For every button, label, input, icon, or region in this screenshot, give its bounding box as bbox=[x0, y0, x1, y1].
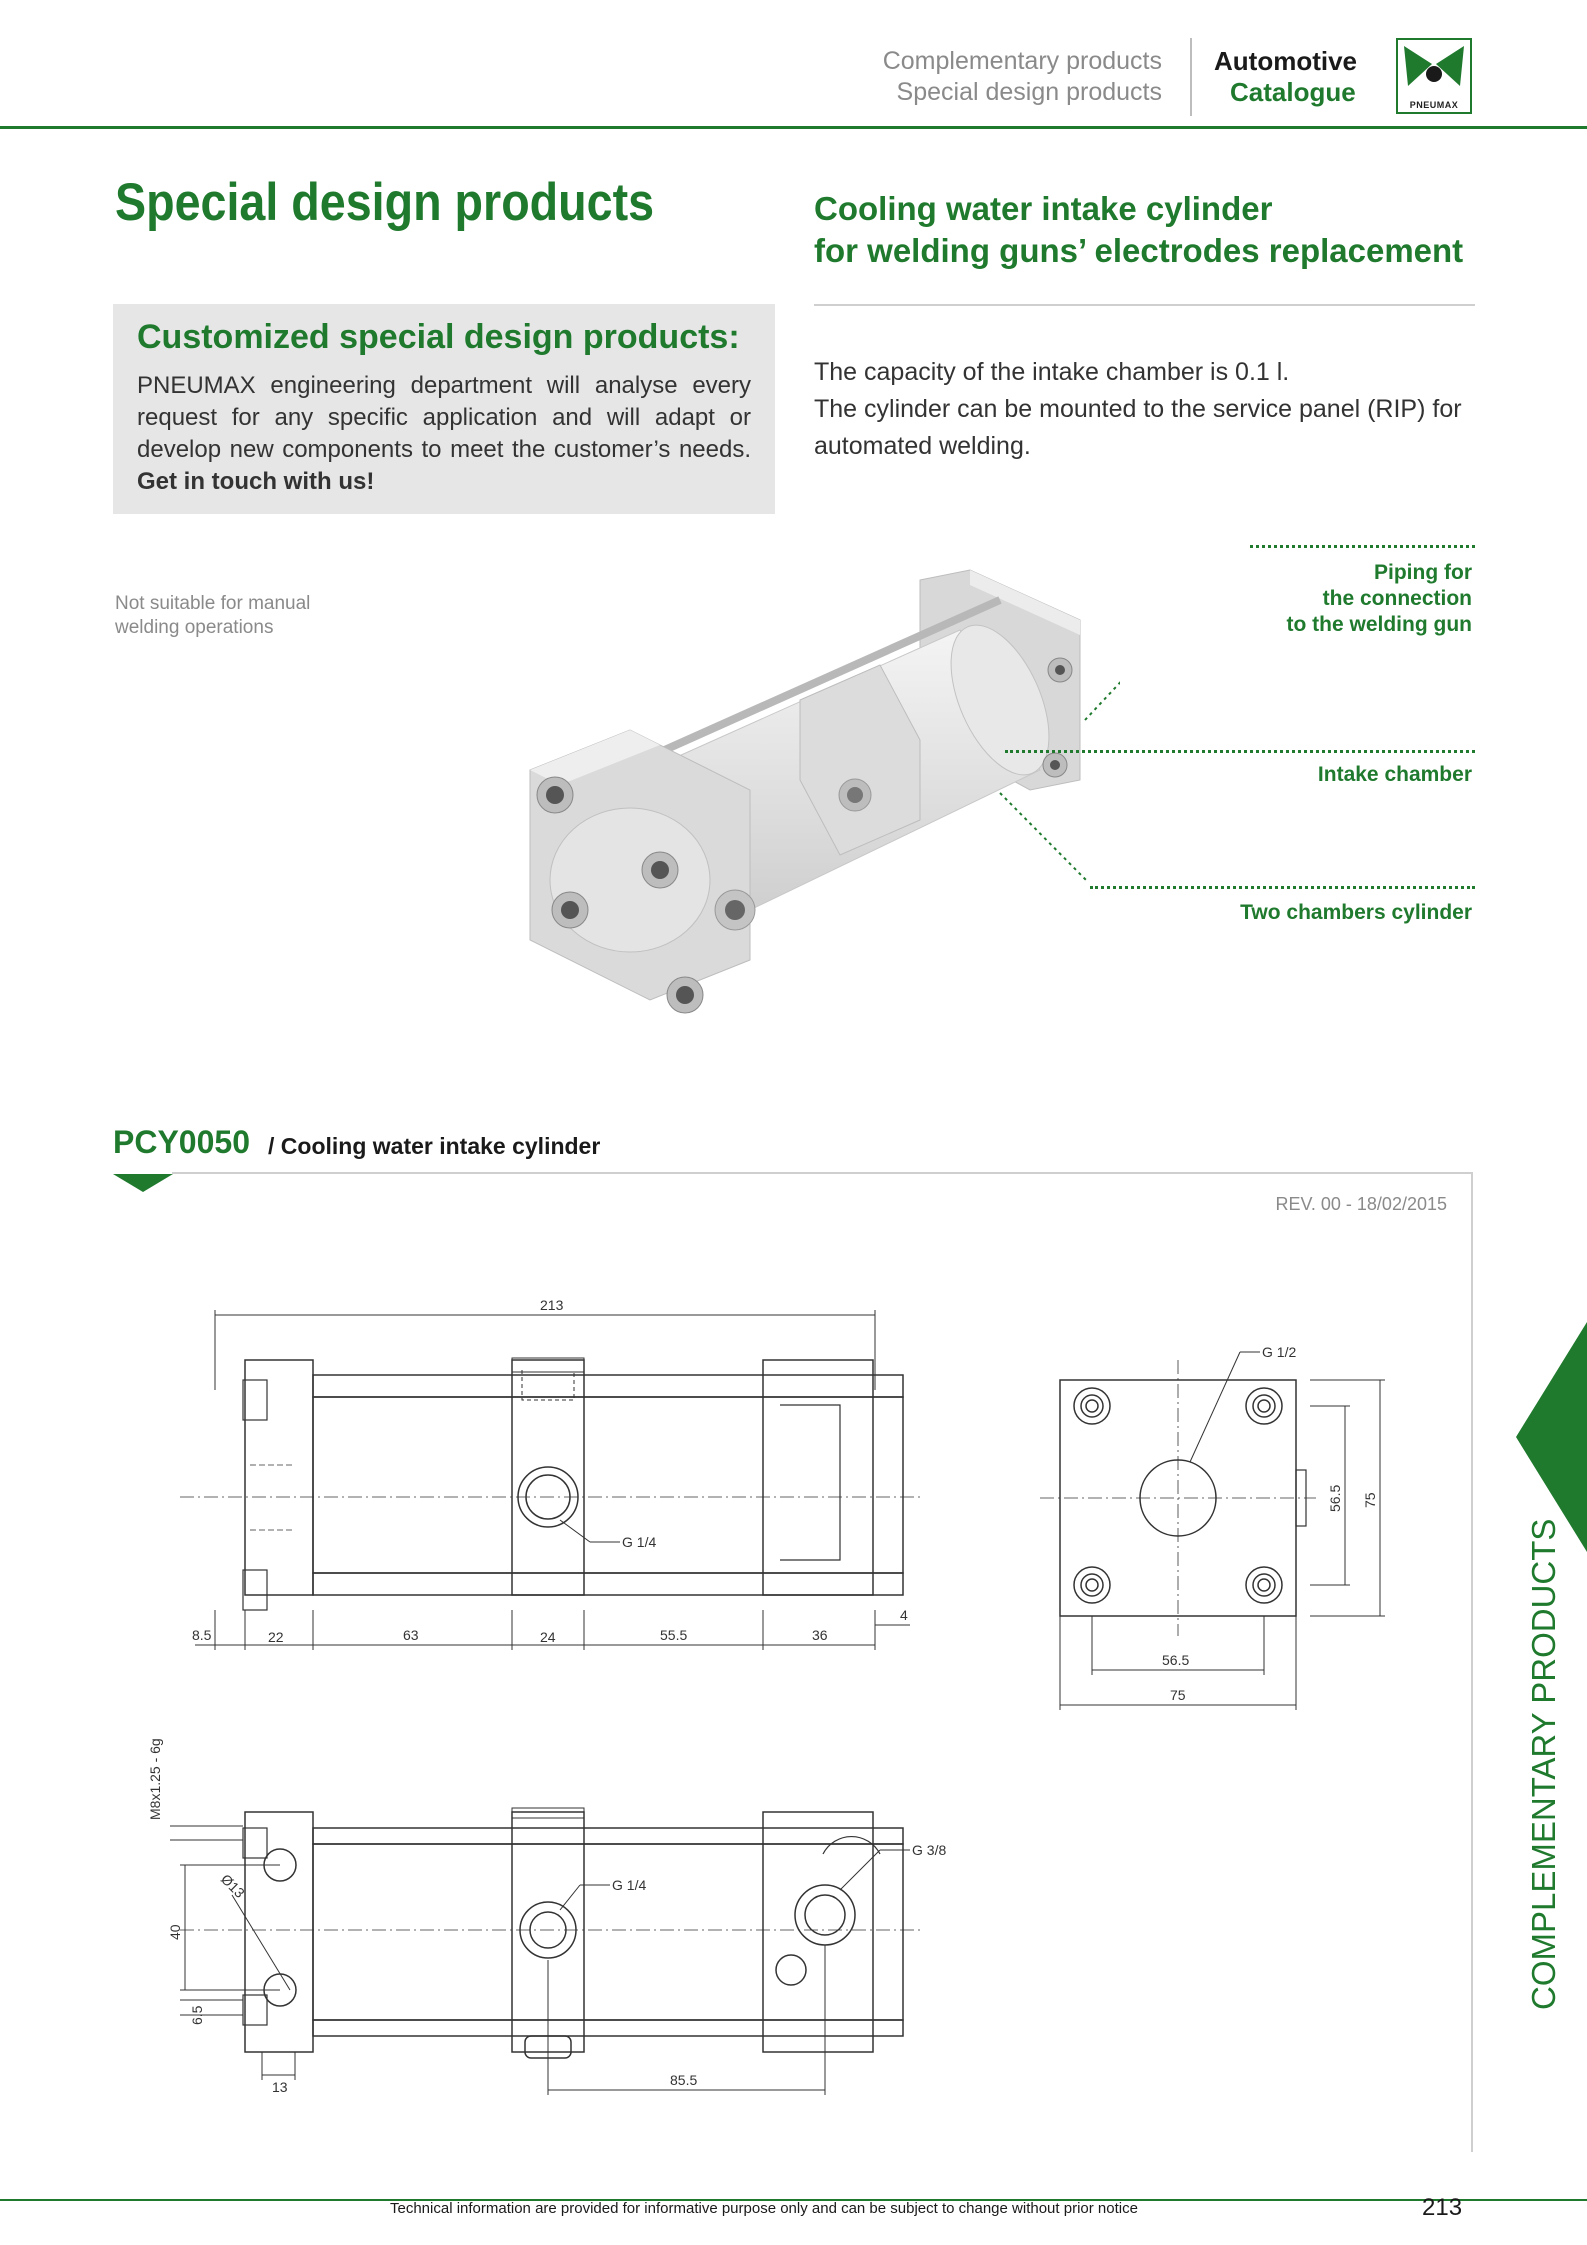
note-line-2: welding operations bbox=[115, 617, 274, 638]
dim-8-5: 8.5 bbox=[192, 1627, 212, 1643]
dim-22: 22 bbox=[268, 1629, 284, 1645]
description-line-2: The cylinder can be mounted to the service panel (RIP) for automated welding. bbox=[814, 395, 1462, 460]
footer-disclaimer: Technical information are provided for informative purpose only and can be subject to change without prior notice bbox=[390, 2200, 1138, 2217]
header-catalogue-label: Catalogue bbox=[1230, 77, 1356, 107]
custom-box-text bbox=[137, 370, 751, 498]
dim-75-vertical: 75 bbox=[1362, 1492, 1378, 1508]
logo-text: PNEUMAX bbox=[1409, 100, 1459, 110]
dim-63: 63 bbox=[403, 1627, 419, 1643]
product-subtitle bbox=[814, 188, 1463, 272]
dim-40: 40 bbox=[167, 1924, 183, 1940]
description-line-1: The capacity of the intake chamber is 0.1 l. bbox=[814, 358, 1290, 386]
header-complementary: Complementary products bbox=[882, 47, 1162, 75]
dim-56-5-vertical: 56.5 bbox=[1327, 1484, 1343, 1512]
dim-4: 4 bbox=[900, 1607, 908, 1623]
section-marker bbox=[113, 1174, 173, 1192]
dim-g12: G 1/2 bbox=[1262, 1344, 1297, 1360]
note-line-1: Not suitable for manual bbox=[115, 593, 311, 614]
header-automotive: Automotive bbox=[1214, 46, 1357, 76]
callout-two-chambers: Two chambers cylinder bbox=[1240, 901, 1472, 924]
dim-55-5: 55.5 bbox=[660, 1627, 688, 1643]
subtitle-line-1: Cooling water intake cylinder bbox=[814, 190, 1273, 227]
dim-diameter-13: Ø13 bbox=[217, 1870, 248, 1901]
technical-drawing bbox=[140, 1280, 1440, 2100]
header-special-design: Special design products bbox=[896, 78, 1162, 106]
piping-line-1: Piping for bbox=[1374, 561, 1472, 584]
subtitle-line-2: for welding guns’ electrodes replacement bbox=[814, 232, 1464, 269]
callout-piping bbox=[1287, 560, 1472, 638]
revision-label: REV. 00 - 18/02/2015 bbox=[1275, 1194, 1447, 1214]
subtitle-rule bbox=[814, 304, 1475, 306]
header-rule bbox=[0, 126, 1587, 129]
callout-intake-chamber: Intake chamber bbox=[1317, 763, 1472, 786]
dim-6-5: 6.5 bbox=[189, 2005, 205, 2025]
side-tab-marker bbox=[1516, 1322, 1587, 1552]
page-number: 213 bbox=[1422, 2194, 1463, 2221]
page-title: Special design products bbox=[115, 173, 655, 232]
header-catalogue bbox=[1214, 46, 1357, 108]
piping-leader bbox=[1250, 545, 1475, 548]
cylinder-illustration bbox=[500, 540, 1120, 1060]
product-description bbox=[814, 354, 1475, 465]
dim-m8-thread: M8x1.25 - 6g bbox=[147, 1738, 163, 1820]
pneumax-logo bbox=[1396, 38, 1472, 114]
intake-leader bbox=[1005, 750, 1475, 753]
custom-design-box bbox=[113, 304, 775, 514]
dim-24: 24 bbox=[540, 1629, 556, 1645]
dim-85-5: 85.5 bbox=[670, 2072, 698, 2088]
dim-g14-top: G 1/4 bbox=[612, 1877, 647, 1893]
piping-line-3: to the welding gun bbox=[1286, 613, 1472, 636]
product-name-text: Cooling water intake cylinder bbox=[280, 1133, 601, 1159]
header-section-labels bbox=[883, 46, 1162, 108]
dim-56-5-horizontal: 56.5 bbox=[1162, 1652, 1190, 1668]
product-code: PCY0050 bbox=[113, 1124, 250, 1160]
drawing-frame-top bbox=[172, 1172, 1472, 1174]
piping-line-2: the connection bbox=[1322, 587, 1472, 610]
side-tab-label: COMPLEMENTARY PRODUCTS bbox=[1525, 1518, 1562, 2010]
usage-note bbox=[115, 592, 310, 640]
contact-cta[interactable]: Get in touch with us! bbox=[137, 468, 375, 495]
dim-g38: G 3/8 bbox=[912, 1842, 947, 1858]
dim-75-horizontal: 75 bbox=[1170, 1687, 1186, 1703]
product-separator: / bbox=[268, 1133, 275, 1159]
header-divider bbox=[1190, 38, 1192, 116]
custom-box-title: Customized special design products: bbox=[137, 318, 740, 356]
custom-box-body: PNEUMAX engineering department will analyse every request for any specific application and will adapt or develop new components to meet the customer’s needs. bbox=[137, 372, 751, 463]
drawing-frame-right bbox=[1471, 1172, 1473, 2152]
dim-overall-length: 213 bbox=[540, 1297, 564, 1313]
product-name bbox=[268, 1133, 600, 1160]
dim-g14-front: G 1/4 bbox=[622, 1534, 657, 1550]
dim-13: 13 bbox=[272, 2079, 288, 2095]
two-chambers-leader bbox=[1090, 886, 1475, 889]
dim-36: 36 bbox=[812, 1627, 828, 1643]
